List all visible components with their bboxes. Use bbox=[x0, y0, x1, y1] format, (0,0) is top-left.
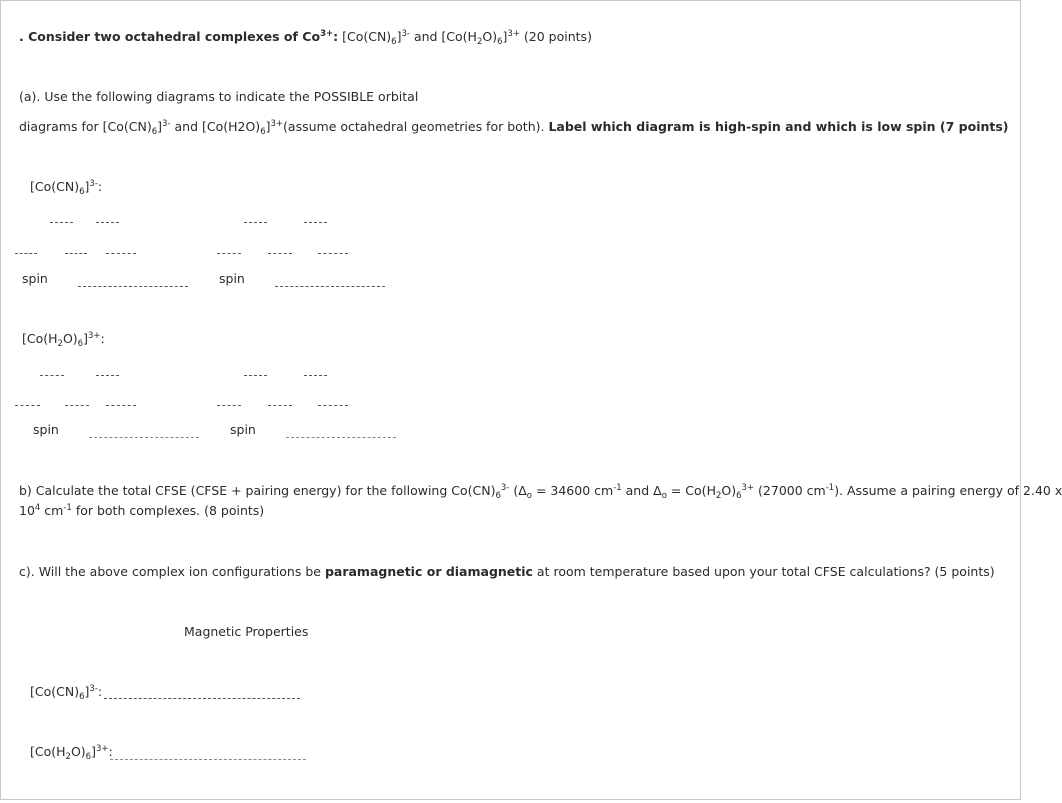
spin-label: spin bbox=[230, 422, 256, 437]
spin-answer-blank[interactable] bbox=[78, 286, 188, 287]
part-c-line: c). Will the above complex ion configurations be paramagnetic or diamagnetic at room temperature based upon your total CFSE calculations? (5 points) bbox=[19, 564, 995, 579]
eg-orbital-line[interactable] bbox=[96, 222, 119, 223]
magnetic-complex1-label: $[Co(CN)_6]^{3-}$: bbox=[30, 684, 103, 702]
spin-label: spin bbox=[219, 271, 245, 286]
t2g-orbital-line[interactable] bbox=[318, 253, 348, 254]
spin-label: spin bbox=[33, 422, 59, 437]
eg-orbital-line[interactable] bbox=[50, 222, 73, 223]
spin-label: spin bbox=[22, 271, 48, 286]
spin-answer-blank[interactable] bbox=[275, 286, 385, 287]
eg-orbital-line[interactable] bbox=[244, 222, 267, 223]
t2g-orbital-line[interactable] bbox=[106, 253, 136, 254]
t2g-orbital-line[interactable] bbox=[15, 405, 40, 406]
magnetic-answer-blank[interactable] bbox=[104, 698, 300, 699]
part-a-line2: diagrams for $[Co(CN)_6]^{3-}$ and $[Co(H2O)_6]^{3+}(assume$ octahedral geometries for both). Label which diagram is high-spin and which is low spin (7 points) bbox=[19, 119, 1009, 137]
spin-answer-blank[interactable] bbox=[89, 437, 199, 438]
eg-orbital-line[interactable] bbox=[40, 375, 64, 376]
question-intro: . Consider two octahedral complexes of $Co^{3+}$: $[Co(CN)_6]^{3-}$ and $[Co(H_2O)_6]^{3+}$ (20 points) bbox=[19, 29, 592, 47]
eg-orbital-line[interactable] bbox=[244, 375, 267, 376]
t2g-orbital-line[interactable] bbox=[65, 405, 89, 406]
eg-orbital-line[interactable] bbox=[96, 375, 119, 376]
part-b-line1: b) Calculate the total CFSE (CFSE + pairing energy) for the following $Co(CN)_6^{3-}$ ($\Delta_o = 34600$ $cm^{-1}$ and $\Delta_o = Co(H_2O)_6^{3+}$ (27000 $cm^{-1}$). Assume a pairing energy of 2.40 x bbox=[19, 483, 1062, 501]
complex1-label: $[Co(CN)_6]^{3-}$: bbox=[30, 179, 103, 197]
magnetic-answer-blank[interactable] bbox=[110, 759, 306, 760]
t2g-orbital-line[interactable] bbox=[217, 253, 241, 254]
magnetic-complex2-label: $[Co(H_2O)_6]^{3+}$: bbox=[30, 744, 113, 762]
t2g-orbital-line[interactable] bbox=[268, 253, 292, 254]
eg-orbital-line[interactable] bbox=[304, 375, 327, 376]
t2g-orbital-line[interactable] bbox=[268, 405, 292, 406]
magnetic-properties-heading: Magnetic Properties bbox=[184, 624, 309, 639]
t2g-orbital-line[interactable] bbox=[15, 253, 37, 254]
t2g-orbital-line[interactable] bbox=[65, 253, 87, 254]
spin-answer-blank[interactable] bbox=[286, 437, 396, 438]
t2g-orbital-line[interactable] bbox=[318, 405, 348, 406]
t2g-orbital-line[interactable] bbox=[106, 405, 136, 406]
t2g-orbital-line[interactable] bbox=[217, 405, 241, 406]
part-a-line1: (a). Use the following diagrams to indicate the POSSIBLE orbital bbox=[19, 89, 419, 104]
complex2-label: $[Co(H_2O)_6]^{3+}$: bbox=[22, 331, 105, 349]
eg-orbital-line[interactable] bbox=[304, 222, 327, 223]
part-b-line2: $10^4$ $cm^{-1}$ for both complexes. (8 points) bbox=[19, 503, 265, 518]
